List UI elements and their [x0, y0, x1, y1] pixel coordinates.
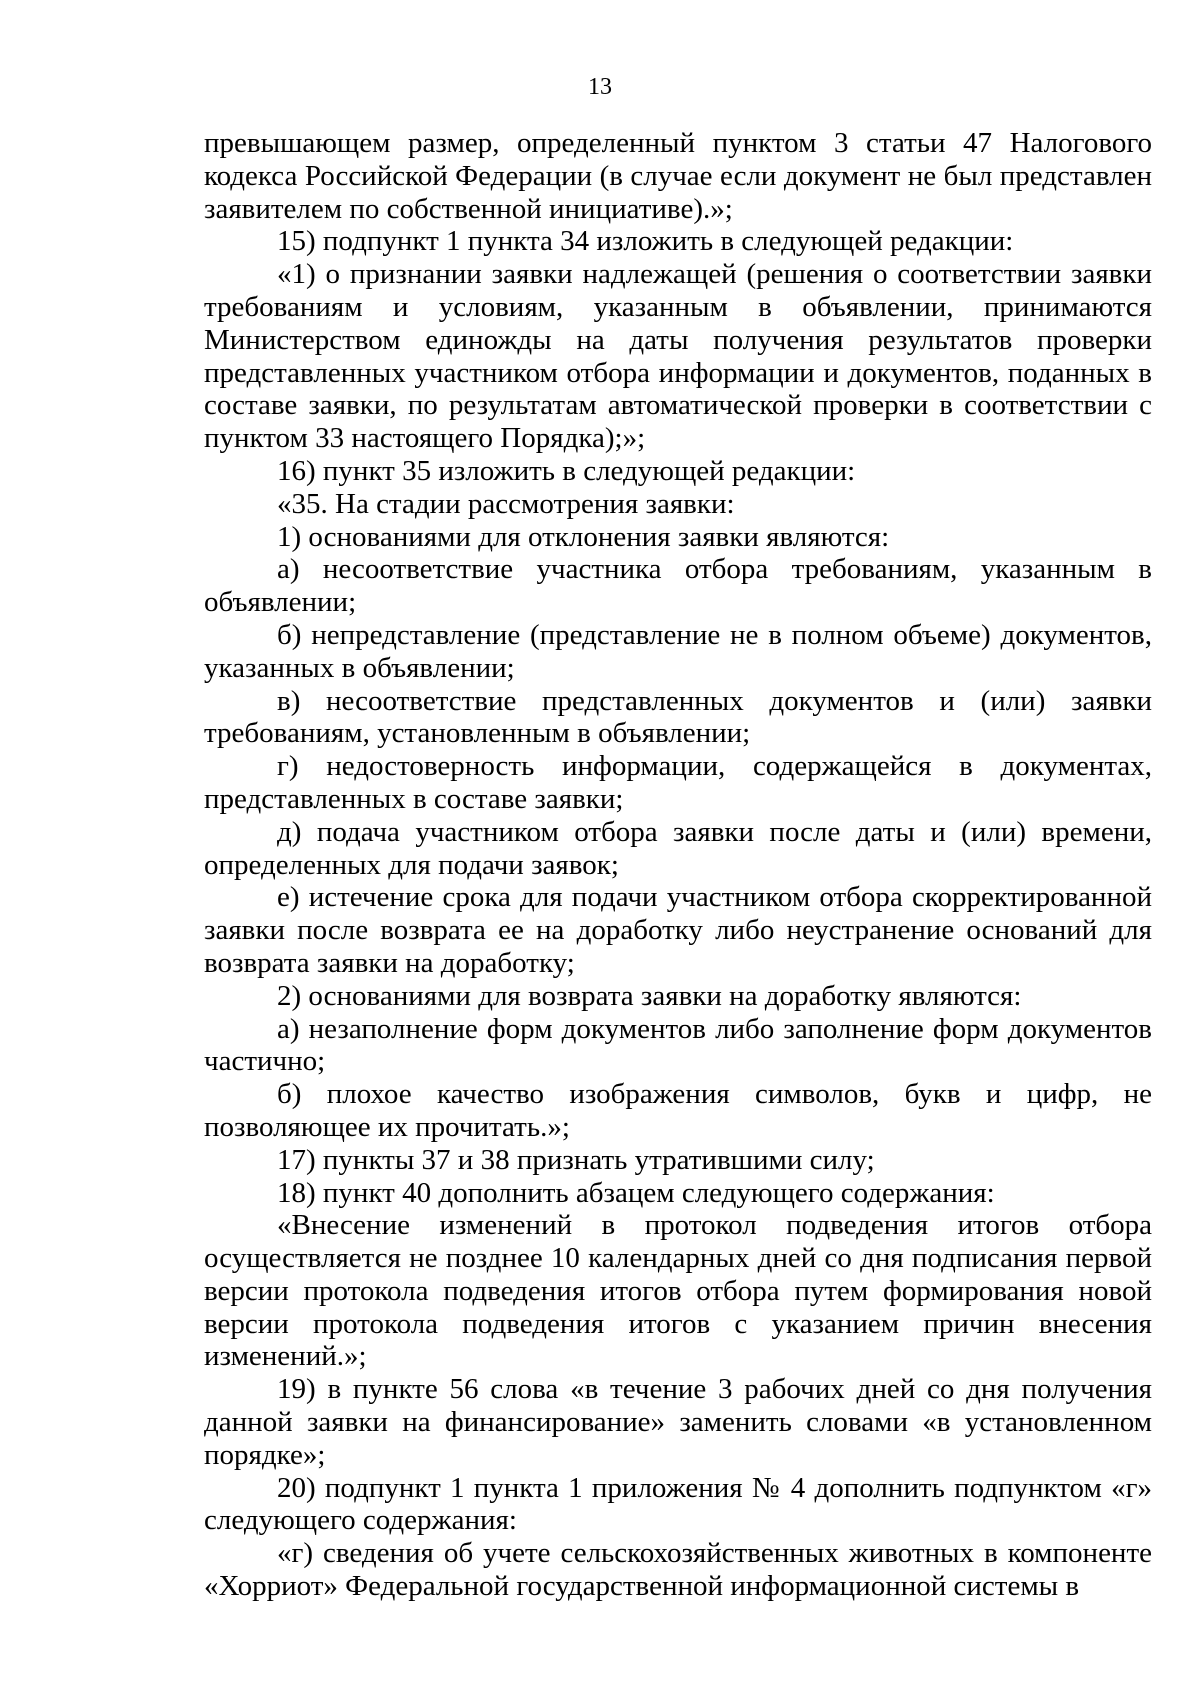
paragraph-35-1-d: д) подача участником отбора заявки после даты и (или) времени, определенных для подачи заявок;	[204, 815, 1152, 881]
paragraph-item-15: 15) подпункт 1 пункта 34 изложить в следующей редакции:	[277, 225, 1014, 258]
paragraph-35-2-a: а) незаполнение форм документов либо заполнение форм документов частично;	[204, 1012, 1152, 1078]
paragraph-item-16: 16) пункт 35 изложить в следующей редакции:	[277, 454, 856, 487]
paragraph-continuation: превышающем размер, определенный пунктом 3 статьи 47 Налогового кодекса Российской Федерации (в случае если документ не был представлен заявителем по собственной инициативе).»;	[204, 127, 1152, 225]
paragraph-35-1-b: б) непредставление (представление не в полном объеме) документов, указанных в объявлении;	[204, 618, 1152, 684]
paragraph-item-19: 19) в пункте 56 слова «в течение 3 рабочих дней со дня получения данной заявки на финансирование» заменить словами «в установленном порядке»;	[204, 1373, 1152, 1471]
page-number: 13	[588, 74, 612, 100]
paragraph-35-1: 1) основаниями для отклонения заявки являются:	[277, 520, 890, 553]
paragraph-35-1-e: е) истечение срока для подачи участником отбора скорректированной заявки после возврата ее на доработку либо неустранение оснований для возврата заявки на доработку;	[204, 881, 1152, 979]
paragraph-35-1-a: а) несоответствие участника отбора требованиям, указанным в объявлении;	[204, 553, 1152, 619]
paragraph-item-17: 17) пункты 37 и 38 признать утратившими силу;	[277, 1143, 875, 1176]
paragraph-item-18: 18) пункт 40 дополнить абзацем следующего содержания:	[277, 1176, 995, 1209]
paragraph-quote-35: «35. На стадии рассмотрения заявки:	[277, 487, 735, 520]
paragraph-item-20: 20) подпункт 1 пункта 1 приложения № 4 дополнить подпунктом «г» следующего содержания:	[204, 1471, 1152, 1537]
paragraph-35-2: 2) основаниями для возврата заявки на доработку являются:	[277, 979, 1022, 1012]
document-body	[204, 127, 1152, 1603]
paragraph-35-1-g: г) недостоверность информации, содержащейся в документах, представленных в составе заявки;	[204, 750, 1152, 815]
paragraph-quote-34-1: «1) о признании заявки надлежащей (решения о соответствии заявки требованиям и условиям, указанным в объявлении, принимаются Министерством единожды на даты получения результатов проверки представленных участником отбора информации и документов, поданных в составе заявки, по результатам автоматической проверки в соответствии с пунктом 33 настоящего Порядка);»;	[204, 258, 1152, 455]
paragraph-35-2-b: б) плохое качество изображения символов, букв и цифр, не позволяющее их прочитать.»;	[204, 1078, 1152, 1143]
paragraph-quote-40: «Внесение изменений в протокол подведения итогов отбора осуществляется не позднее 10 календарных дней со дня подписания первой версии протокола подведения итогов отбора путем формирования новой версии протокола подведения итогов с указанием причин внесения изменений.»;	[204, 1209, 1152, 1373]
paragraph-35-1-v: в) несоответствие представленных документов и (или) заявки требованиям, установленным в объявлении;	[204, 684, 1152, 750]
paragraph-quote-g: «г) сведения об учете сельскохозяйственных животных в компоненте «Хорриот» Федеральной государственной информационной системы в	[204, 1537, 1152, 1603]
